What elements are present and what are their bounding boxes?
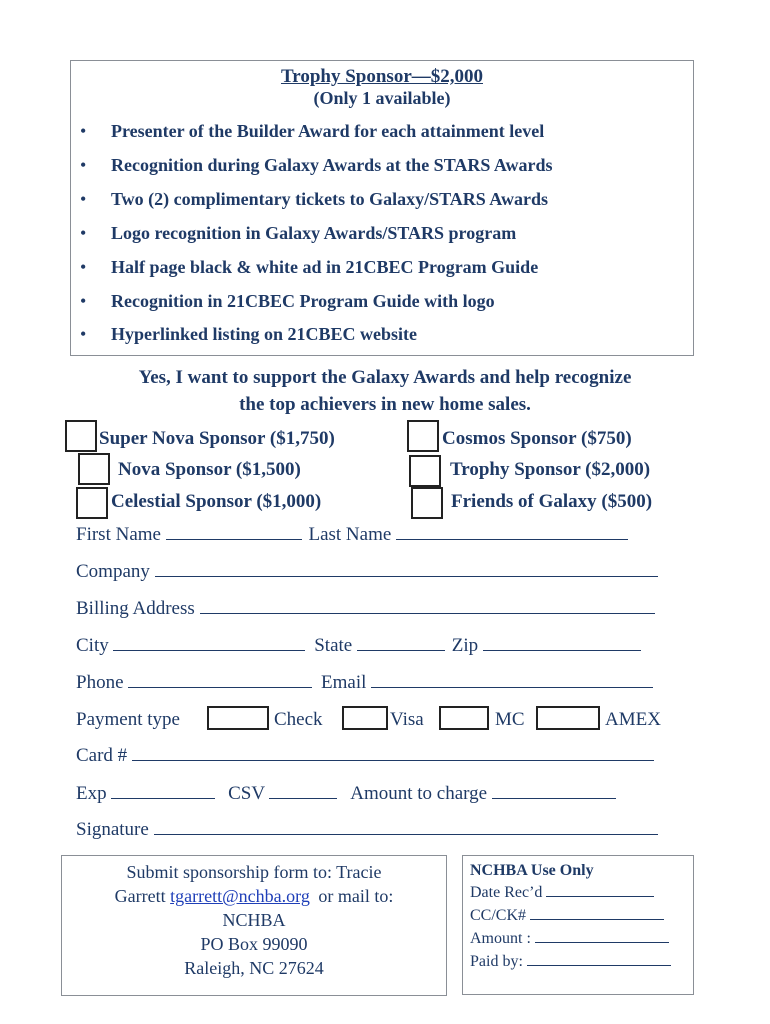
zip-field[interactable] [483, 636, 641, 651]
exp-field[interactable] [111, 784, 215, 799]
amount-label: Amount to charge [350, 783, 488, 804]
amex-label: AMEX [605, 709, 661, 730]
bullet-icon: • [80, 155, 87, 175]
intro-line-1: Yes, I want to support the Galaxy Awards and help recognize [138, 367, 632, 388]
submit-mail: or mail to: [318, 886, 394, 906]
check-checkbox[interactable] [207, 706, 269, 730]
date-received-label: Date Rec’d [470, 884, 543, 901]
last-name-field[interactable] [396, 525, 628, 540]
phone-field[interactable] [128, 673, 312, 688]
exp-label: Exp [76, 783, 107, 804]
csv-label: CSV [228, 783, 265, 804]
signature-field[interactable] [154, 820, 658, 835]
paid-by-field[interactable] [527, 953, 671, 966]
submit-name: Garrett [114, 886, 166, 906]
benefit-item: Half page black & white ad in 21CBEC Program Guide [111, 257, 539, 277]
mc-label: MC [495, 709, 525, 730]
last-name-label: Last Name [308, 524, 392, 545]
cc-ck-field[interactable] [530, 907, 664, 920]
cosmos-label: Cosmos Sponsor ($750) [442, 428, 632, 449]
cosmos-checkbox[interactable] [407, 420, 439, 452]
nova-label: Nova Sponsor ($1,500) [118, 459, 301, 480]
state-field[interactable] [357, 636, 445, 651]
bullet-icon: • [80, 223, 87, 243]
friends-label: Friends of Galaxy ($500) [451, 491, 653, 512]
bullet-icon: • [80, 257, 87, 277]
billing-address-field[interactable] [200, 599, 655, 614]
first-name-label: First Name [76, 524, 161, 545]
phone-label: Phone [76, 672, 124, 693]
email-link[interactable]: tgarrett@nchba.org [170, 886, 310, 906]
friends-checkbox[interactable] [411, 487, 443, 519]
paid-by-label: Paid by: [470, 953, 523, 970]
bullet-icon: • [80, 291, 87, 311]
benefit-item: Recognition during Galaxy Awards at the STARS Awards [111, 155, 553, 175]
card-number-field[interactable] [132, 746, 654, 761]
office-use-title: NCHBA Use Only [470, 862, 594, 879]
state-label: State [314, 635, 353, 656]
nova-checkbox[interactable] [78, 453, 110, 485]
cc-ck-label: CC/CK# [470, 907, 527, 924]
payment-type-label: Payment type [76, 709, 180, 730]
mc-checkbox[interactable] [439, 706, 489, 730]
submit-line-2 [61, 886, 447, 907]
first-name-field[interactable] [166, 525, 302, 540]
bullet-icon: • [80, 189, 87, 209]
celestial-label: Celestial Sponsor ($1,000) [111, 491, 322, 512]
billing-address-label: Billing Address [76, 598, 195, 619]
trophy-checkbox[interactable] [409, 455, 441, 487]
benefit-item: Recognition in 21CBEC Program Guide with logo [111, 291, 495, 311]
bullet-icon: • [80, 121, 87, 141]
benefit-item: Two (2) complimentary tickets to Galaxy/STARS Awards [111, 189, 548, 209]
csv-field[interactable] [269, 784, 337, 799]
company-label: Company [76, 561, 150, 582]
intro-line-2: the top achievers in new home sales. [239, 394, 531, 415]
benefit-item: Hyperlinked listing on 21CBEC website [111, 324, 418, 344]
signature-label: Signature [76, 819, 149, 840]
submit-org: NCHBA [222, 910, 286, 930]
email-field[interactable] [371, 673, 653, 688]
city-label: City [76, 635, 109, 656]
sponsor-title: Trophy Sponsor—$2,000 [280, 66, 483, 87]
submit-city: Raleigh, NC 27624 [184, 958, 324, 978]
email-label: Email [321, 672, 367, 693]
visa-checkbox[interactable] [342, 706, 388, 730]
city-field[interactable] [113, 636, 305, 651]
submit-pobox: PO Box 99090 [200, 934, 308, 954]
amount-office-label: Amount : [470, 930, 531, 947]
super-nova-checkbox[interactable] [65, 420, 97, 452]
amount-field[interactable] [492, 784, 616, 799]
submit-line-1: Submit sponsorship form to: Tracie [126, 862, 382, 882]
amex-checkbox[interactable] [536, 706, 600, 730]
zip-label: Zip [451, 635, 479, 656]
sponsor-subtitle: (Only 1 available) [313, 88, 451, 108]
card-number-label: Card # [76, 745, 128, 766]
trophy-label: Trophy Sponsor ($2,000) [450, 459, 651, 480]
benefit-item: Presenter of the Builder Award for each attainment level [111, 121, 545, 141]
company-field[interactable] [155, 562, 658, 577]
super-nova-label: Super Nova Sponsor ($1,750) [99, 428, 335, 449]
benefit-item: Logo recognition in Galaxy Awards/STARS program [111, 223, 517, 243]
bullet-icon: • [80, 324, 87, 344]
date-received-field[interactable] [546, 884, 654, 897]
amount-office-field[interactable] [535, 930, 669, 943]
check-label: Check [274, 709, 323, 730]
visa-label: Visa [390, 709, 424, 730]
celestial-checkbox[interactable] [76, 487, 108, 519]
